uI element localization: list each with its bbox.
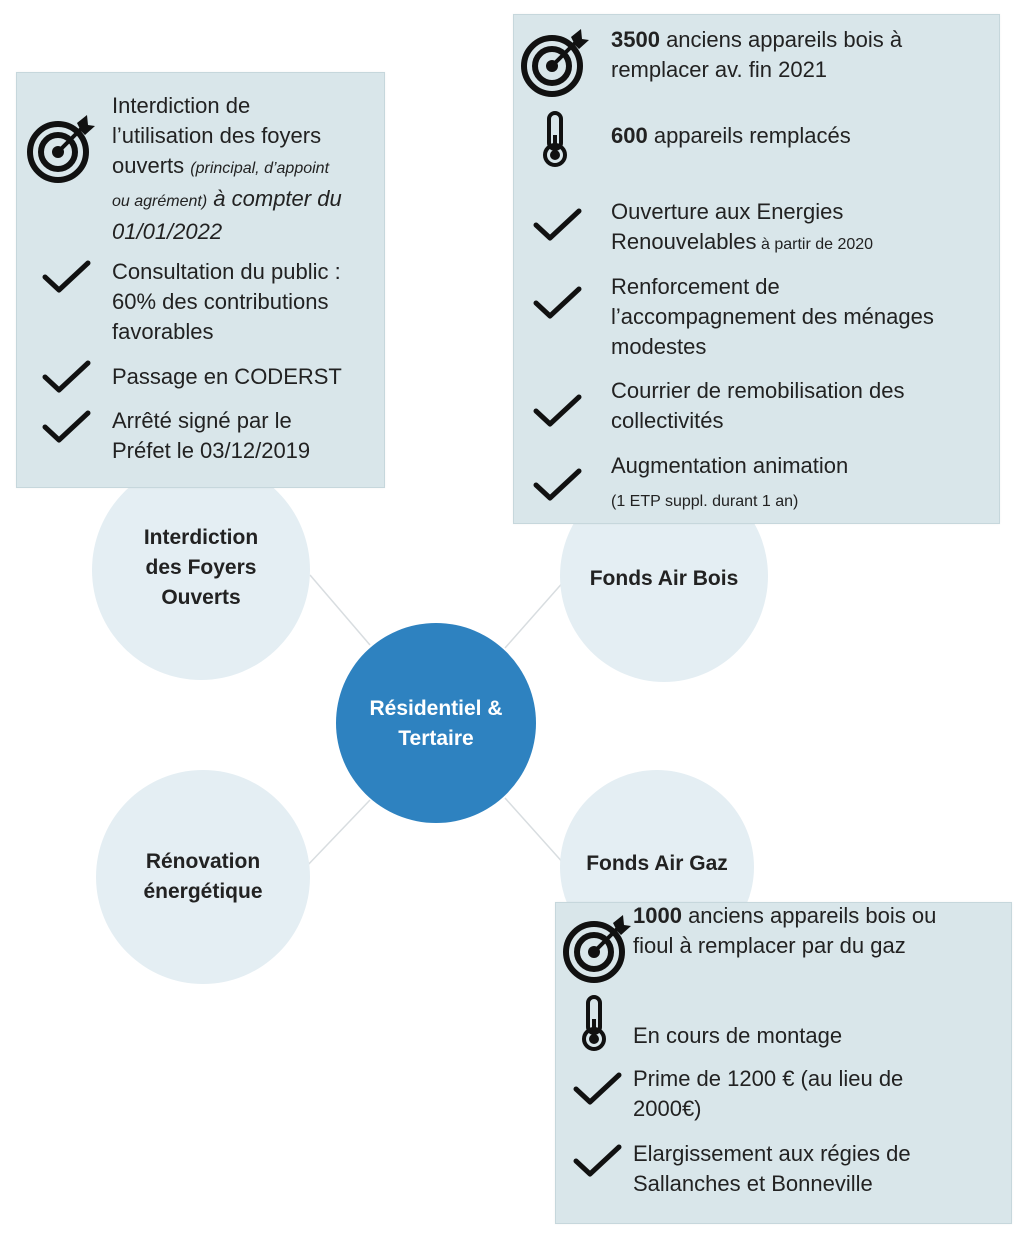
bois-thermo-rest: appareils remplacés: [647, 123, 851, 148]
foyers-target-l2: l’utilisation des foyers: [112, 123, 322, 148]
check-icon: [572, 1069, 624, 1109]
connector-foyers: [310, 575, 370, 645]
bois-target-l1-rest: anciens appareils bois à: [659, 27, 903, 52]
gaz-thermo-text: En cours de montage: [633, 1023, 843, 1048]
bois-item-1-l2b: à partir de 2020: [756, 236, 874, 253]
foyers-target-l3: [112, 151, 382, 184]
bois-item-3: [611, 376, 904, 436]
check-icon: [572, 1141, 624, 1181]
bois-thermo-text: [611, 121, 851, 151]
bois-item-1-l2a: Renouvelables: [611, 229, 757, 254]
bois-item-2-l3: modestes: [611, 334, 707, 359]
bois-target-text: [611, 25, 991, 85]
node-foyers-line1: Interdiction: [143, 526, 259, 549]
foyers-item-1-l2: 60% des contributions: [112, 289, 329, 314]
check-icon: [41, 407, 93, 447]
bois-item-2-l1: Renforcement de: [611, 274, 780, 299]
gaz-target-num: 1000: [633, 903, 682, 928]
thermometer-icon: [578, 993, 610, 1053]
bois-item-1-l1: Ouverture aux Energies: [611, 199, 844, 224]
bois-target-l1: [611, 25, 991, 55]
box-fonds-air-gaz: [555, 902, 1012, 1224]
target-icon: [25, 113, 97, 185]
gaz-item-2-l1: Elargissement aux régies de: [633, 1141, 911, 1166]
bois-item-4-l1: Augmentation animation: [611, 453, 849, 478]
connector-renov: [305, 800, 370, 868]
node-renov-line2: énergétique: [143, 880, 263, 903]
check-icon: [41, 357, 93, 397]
gaz-item-1-l1: Prime de 1200 € (au lieu de: [633, 1066, 904, 1091]
gaz-item-1: [633, 1064, 903, 1124]
bois-item-3-l1: Courrier de remobilisation des: [611, 378, 905, 403]
node-bois-line1: Fonds Air Bois: [589, 567, 739, 590]
foyers-target-l1: Interdiction de: [112, 93, 251, 118]
gaz-item-2-l2: Sallanches et Bonneville: [633, 1171, 873, 1196]
gaz-target-l1-rest: anciens appareils bois ou: [681, 903, 937, 928]
gaz-item-2: [633, 1139, 911, 1199]
gaz-target-text: [633, 901, 1003, 961]
bois-item-3-l2: collectivités: [611, 408, 724, 433]
gaz-item-1-l2: 2000€): [633, 1096, 702, 1121]
check-icon: [532, 391, 584, 431]
check-icon: [532, 205, 584, 245]
node-foyers-line3: Ouverts: [161, 586, 241, 609]
gaz-target-l1: [633, 901, 1003, 931]
foyers-item-1-l3: favorables: [112, 319, 214, 344]
bois-item-4-l2: (1 ETP suppl. durant 1 an): [611, 493, 799, 510]
bois-target-num: 3500: [611, 27, 660, 52]
node-renov-line1: Rénovation: [145, 850, 261, 873]
foyers-item-3-l1: Arrêté signé par le: [112, 408, 292, 433]
foyers-item-1-l1: Consultation du public :: [112, 259, 341, 284]
connector-bois: [505, 580, 565, 648]
bois-item-1-l2: [611, 227, 873, 260]
foyers-item-1: [112, 257, 341, 347]
bois-item-2: [611, 272, 934, 362]
target-icon: [561, 913, 633, 985]
bois-item-2-l2: l’accompagnement des ménages: [611, 304, 934, 329]
target-icon: [519, 27, 591, 99]
node-gaz-line1: Fonds Air Gaz: [586, 852, 728, 875]
check-icon: [532, 465, 584, 505]
bois-item-1: [611, 197, 873, 260]
check-icon: [532, 283, 584, 323]
node-foyers-line2: des Foyers: [145, 556, 257, 579]
foyers-target-text: [112, 91, 382, 247]
box-fonds-air-bois: [513, 14, 1000, 524]
foyers-target-l4b: à compter du: [207, 186, 342, 211]
connector-gaz: [505, 798, 565, 865]
foyers-target-l3b: (principal, d’appoint: [190, 160, 330, 177]
node-foyers-ouverts: [92, 460, 310, 680]
node-center-line1: Résidentiel &: [369, 697, 503, 720]
bois-thermo-num: 600: [611, 123, 648, 148]
check-icon: [41, 257, 93, 297]
foyers-item-3-l2: Préfet le 03/12/2019: [112, 438, 311, 463]
bois-target-l2: remplacer av. fin 2021: [611, 57, 828, 82]
gaz-target-l2: fioul à remplacer par du gaz: [633, 933, 906, 958]
foyers-target-l3a: ouverts: [112, 153, 191, 178]
bois-item-4: [611, 451, 848, 517]
foyers-item-2-l1: Passage en CODERST: [112, 364, 342, 389]
foyers-item-2: [112, 362, 342, 392]
node-residentiel-tertaire: [336, 623, 536, 823]
foyers-target-l5: 01/01/2022: [112, 219, 223, 244]
foyers-item-3: [112, 406, 310, 466]
box-foyers-ouverts: [16, 72, 385, 488]
thermometer-icon: [539, 109, 571, 169]
node-center-line2: Tertaire: [398, 727, 474, 750]
foyers-target-l4: [112, 184, 382, 217]
node-renovation-energetique: [96, 770, 310, 984]
foyers-target-l4a: ou agrément): [112, 193, 208, 210]
